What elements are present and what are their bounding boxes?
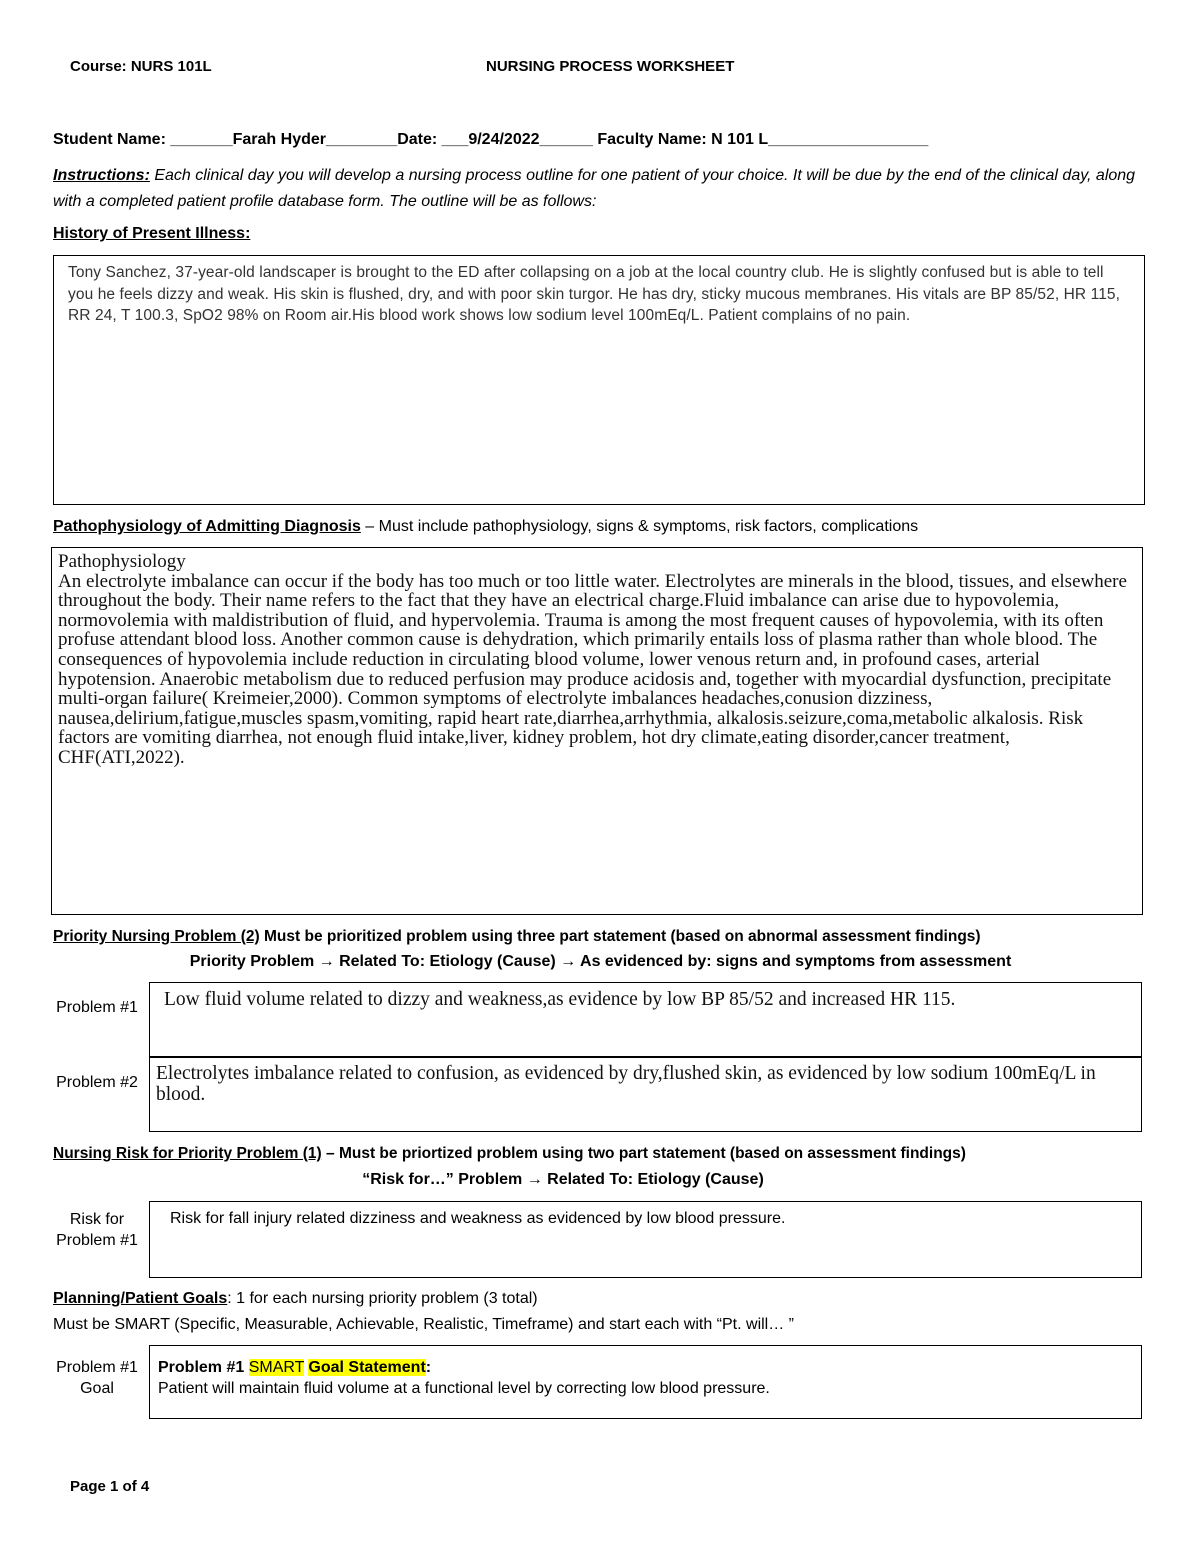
risk-heading-rest: – Must be priortized problem using two part statement (based on assessment findings)	[321, 1145, 966, 1162]
problem-2-box	[149, 1056, 1142, 1132]
planning-heading-line	[53, 1290, 538, 1308]
problem-1-label: Problem #1	[56, 999, 138, 1016]
risk-problem-1-box	[149, 1201, 1142, 1278]
patho-heading-line	[53, 518, 918, 536]
goal-title-a: Problem #1	[158, 1359, 249, 1376]
priority-heading-rest: Must be prioritized problem using three part statement (based on abnormal assessment findings)	[259, 928, 981, 945]
risk-subheading: “Risk for…” Problem → Related To: Etiology (Cause)	[362, 1171, 764, 1188]
goal-title-goal-statement: Goal Statement	[308, 1359, 426, 1376]
problem-1-box	[149, 982, 1142, 1058]
priority-subheading: Priority Problem → Related To: Etiology (Cause) → As evidenced by: signs and symptoms from assessment	[189, 953, 1012, 970]
patho-title: Pathophysiology	[58, 551, 186, 572]
faculty-label: Faculty Name:	[592, 131, 712, 148]
course-label: Course: NURS 101L	[70, 58, 212, 75]
page-number: Page 1 of 4	[70, 1478, 150, 1495]
goal-title-colon: :	[425, 1359, 432, 1376]
patho-heading-rest: – Must include pathophysiology, signs & symptoms, risk factors, complications	[360, 518, 919, 535]
faculty-value: N 101 L__________________	[711, 131, 929, 148]
student-name-value: _______Farah Hyder________	[170, 131, 398, 148]
priority-heading-line	[53, 928, 981, 946]
risk-heading-line	[53, 1145, 966, 1163]
student-info-line	[53, 131, 928, 149]
patho-content	[52, 548, 1142, 772]
goal-1-title	[158, 1357, 1133, 1378]
planning-heading: Planning/Patient Goals	[53, 1290, 228, 1307]
planning-heading-rest: : 1 for each nursing priority problem (3 total)	[227, 1290, 538, 1307]
patho-heading: Pathophysiology of Admitting Diagnosis	[53, 518, 361, 535]
date-label: Date:	[397, 131, 442, 148]
worksheet-title: NURSING PROCESS WORKSHEET	[486, 58, 735, 75]
instructions-text: Each clinical day you will develop a nursing process outline for one patient of your choice. It will be due by the end of the clinical day, along with a completed patient profile database form. The outline will be as follows:	[53, 167, 1136, 210]
goal-1-content	[150, 1346, 1141, 1399]
patho-box	[51, 547, 1143, 915]
hpi-box	[53, 255, 1145, 505]
risk-problem-1-label: Risk for Problem #1	[56, 1211, 138, 1249]
goal-title-smart: SMART	[248, 1359, 305, 1376]
patho-text: An electrolyte imbalance can occur if the body has too much or too little water. Electrolytes are minerals in the blood, tissues, and elsewhere throughout the body. Their name refers to the fact that they have an electrical charge.Fluid imbalance can arise due to hypovolemia, normovolemia with maldistribution of fluid, and hypervolemia. Trauma is among the most frequent causes of hypovolemia, with its often profuse attendant blood loss. Another common cause is dehydration, which primarily entails loss of plasma rather than whole blood. The consequences of hypovolemia include reduction in circulating blood volume, lower venous return and, in profound cases, arterial hypotension. Anaerobic metabolism due to reduced perfusion may produce acidosis and, together with myocardial dysfunction, precipitate multi-organ failure( Kreimeier,2000). Common symptoms of electrolyte imbalances headaches,conusion dizziness, nausea,delirium,fatigue,muscles spasm,vomiting, rapid heart rate,diarrhea,arrhythmia, alkalosis.seizure,coma,metabolic alkalosis. Risk factors are vomiting diarrhea, not enough fluid intake,liver, kidney problem, hot dry climate,eating disorder,cancer treatment, CHF(ATI,2022).	[58, 570, 1127, 768]
problem-1-text: Low fluid volume related to dizzy and weakness,as evidence by low BP 85/52 and increased HR 115.	[164, 989, 956, 1010]
date-value: ___9/24/2022______	[441, 131, 593, 148]
goal-1-text: Patient will maintain fluid volume at a functional level by correcting low blood pressure.	[158, 1380, 770, 1397]
goal-1-box	[149, 1345, 1142, 1419]
student-name-label: Student Name:	[53, 131, 171, 148]
instructions-label: Instructions:	[53, 167, 150, 184]
planning-subline: Must be SMART (Specific, Measurable, Achievable, Realistic, Timeframe) and start each with “Pt. will… ”	[53, 1316, 795, 1333]
problem-2-label: Problem #2	[56, 1074, 138, 1091]
priority-heading: Priority Nursing Problem (2)	[53, 928, 260, 945]
hpi-text: Tony Sanchez, 37-year-old landscaper is brought to the ED after collapsing on a job at the local country club. He is slightly confused but is able to tell you he feels dizzy and weak. His skin is flushed, dry, and with poor skin turgor. He has dry, sticky mucous membranes. His vitals are BP 85/52, HR 115, RR 24, T 100.3, SpO2 98% on Room air.His blood work shows low sodium level 100mEq/L. Patient complains of no pain.	[68, 264, 1121, 324]
risk-heading: Nursing Risk for Priority Problem (1)	[53, 1145, 322, 1162]
hpi-heading: History of Present Illness:	[53, 225, 251, 242]
instructions	[53, 163, 1148, 215]
problem-2-text: Electrolytes imbalance related to confusion, as evidenced by dry,flushed skin, as evidenced by low sodium 100mEq/L in blood.	[156, 1063, 1096, 1105]
risk-problem-1-text: Risk for fall injury related dizziness and weakness as evidenced by low blood pressure.	[170, 1210, 786, 1227]
goal-1-label: Problem #1 Goal	[56, 1359, 138, 1397]
